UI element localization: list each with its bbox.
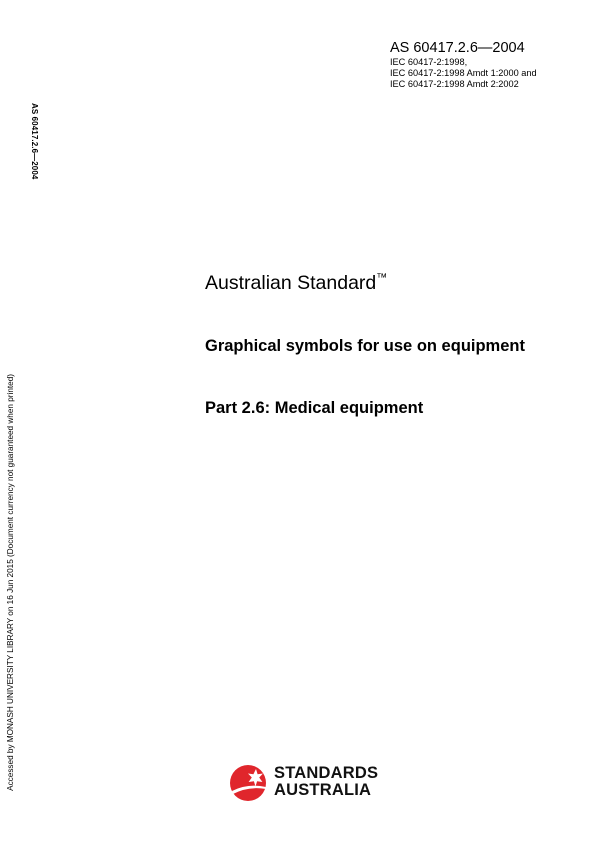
logo-line-standards: STANDARDS xyxy=(274,764,379,782)
standard-type-text: Australian Standard xyxy=(205,272,377,294)
document-title: Graphical symbols for use on equipment xyxy=(205,337,525,355)
spine-document-number: AS 60417.2.6—2004 xyxy=(30,103,39,180)
document-number: AS 60417.2.6—2004 xyxy=(390,40,525,56)
star-circle-logo-icon xyxy=(228,762,270,804)
iec-reference-1: IEC 60417-2:1998, xyxy=(390,57,468,67)
logo-wordmark xyxy=(274,765,378,799)
logo-line-australia: AUSTRALIA xyxy=(274,781,372,799)
iec-reference-3: IEC 60417-2:1998 Amdt 2:2002 xyxy=(390,79,519,89)
standards-australia-logo xyxy=(228,762,378,804)
document-identifier-block xyxy=(390,40,537,90)
iec-reference-2: IEC 60417-2:1998 Amdt 1:2000 and xyxy=(390,68,537,78)
document-part-title: Part 2.6: Medical equipment xyxy=(205,399,424,417)
trademark-symbol: ™ xyxy=(376,272,388,284)
standard-type-heading xyxy=(205,272,387,295)
access-notice: Accessed by MONASH UNIVERSITY LIBRARY on 16 Jun 2015 (Document currency not guaranteed when printed) xyxy=(6,374,15,791)
